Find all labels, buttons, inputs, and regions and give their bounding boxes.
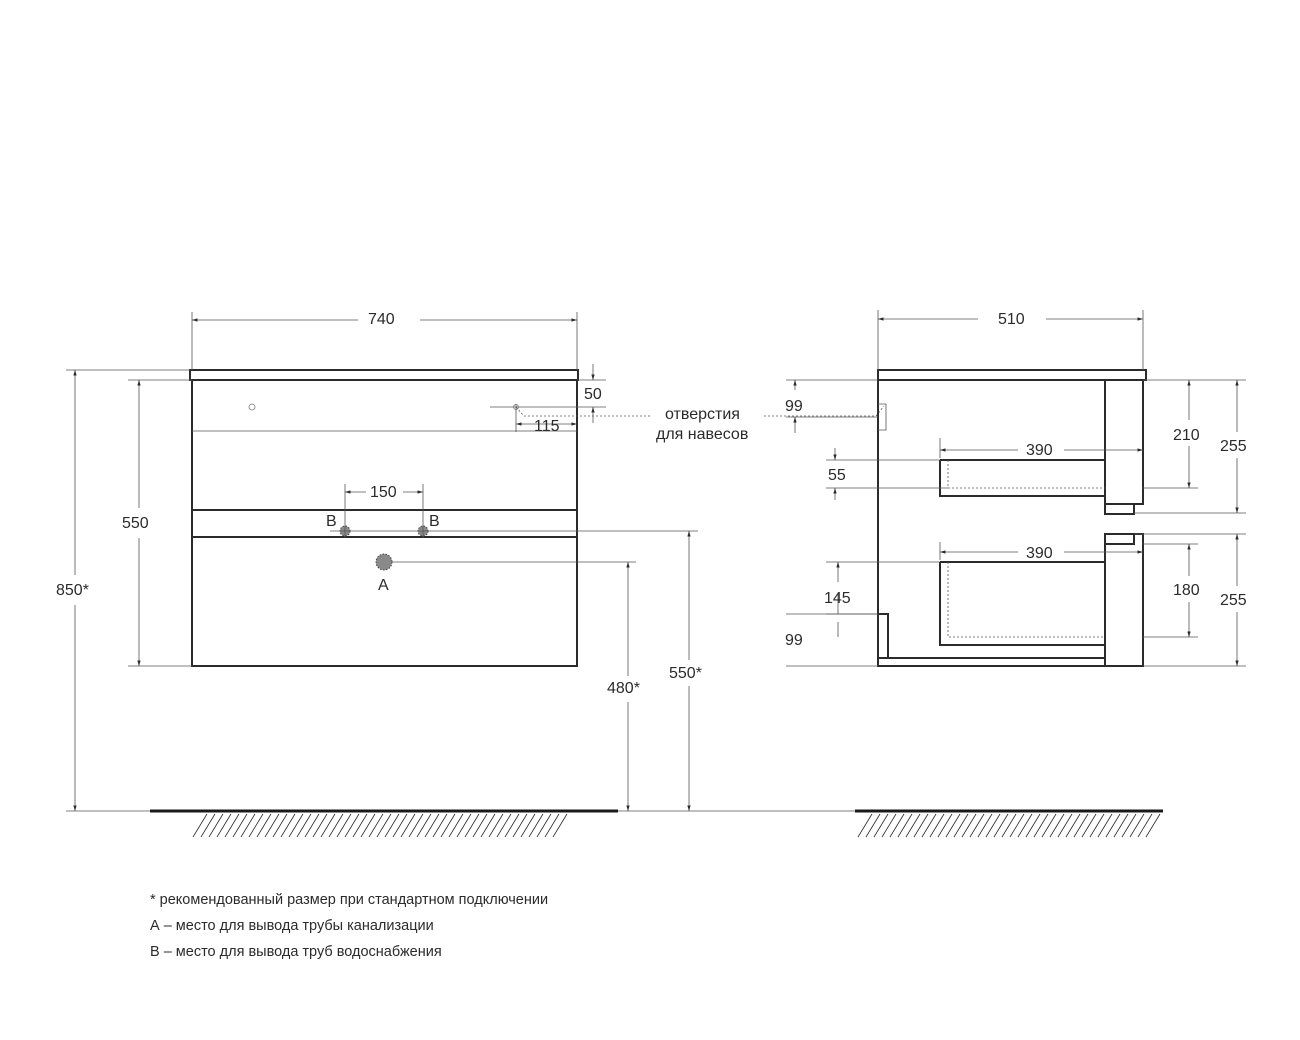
front-view bbox=[56, 311, 702, 811]
hatch-stroke bbox=[882, 814, 896, 837]
hatch-stroke bbox=[217, 814, 231, 837]
drawer2-offset-dimension: 145 bbox=[824, 590, 851, 607]
hatch-stroke bbox=[986, 814, 1000, 837]
drawer2-total-dimension: 255 bbox=[1220, 592, 1247, 609]
hatch-stroke bbox=[441, 814, 455, 837]
water-height-dimension: 550* bbox=[669, 665, 702, 682]
hatch-stroke bbox=[1026, 814, 1040, 837]
hatch-stroke bbox=[513, 814, 527, 837]
top-hole-dimension: 99 bbox=[785, 398, 803, 415]
hatch-stroke bbox=[393, 814, 407, 837]
water-spacing-dimension: 150 bbox=[370, 484, 397, 501]
hatch-stroke bbox=[377, 814, 391, 837]
hatch-stroke bbox=[225, 814, 239, 837]
hatch-stroke bbox=[481, 814, 495, 837]
hatch-stroke bbox=[553, 814, 567, 837]
hatch-stroke bbox=[874, 814, 888, 837]
hatch-stroke bbox=[321, 814, 335, 837]
hatch-stroke bbox=[329, 814, 343, 837]
drawer1-total-dimension: 255 bbox=[1220, 438, 1247, 455]
total-height-dimension: 850* bbox=[56, 582, 89, 599]
hatch-stroke bbox=[193, 814, 207, 837]
hatch-stroke bbox=[1050, 814, 1064, 837]
hatch-stroke bbox=[962, 814, 976, 837]
hatch-stroke bbox=[257, 814, 271, 837]
drain-point bbox=[376, 554, 392, 570]
hatch-stroke bbox=[537, 814, 551, 837]
hatch-stroke bbox=[858, 814, 872, 837]
hatch-stroke bbox=[1018, 814, 1032, 837]
width-dimension: 740 bbox=[368, 311, 395, 328]
hatch-stroke bbox=[233, 814, 247, 837]
floor bbox=[66, 811, 1163, 837]
hatch-stroke bbox=[353, 814, 367, 837]
hatch-stroke bbox=[1090, 814, 1104, 837]
note-recommended: * рекомендованный размер при стандартном подключении bbox=[150, 892, 549, 908]
hatch-stroke bbox=[1146, 814, 1160, 837]
hatch-stroke bbox=[273, 814, 287, 837]
hatch-stroke bbox=[890, 814, 904, 837]
drawer1-front-dimension: 210 bbox=[1173, 427, 1200, 444]
hatch-stroke bbox=[914, 814, 928, 837]
floor-hatch-front bbox=[193, 814, 567, 837]
hatch-stroke bbox=[489, 814, 503, 837]
hatch-stroke bbox=[970, 814, 984, 837]
side-countertop bbox=[878, 370, 1146, 380]
drain-height-dimension: 480* bbox=[607, 680, 640, 697]
hatch-stroke bbox=[1058, 814, 1072, 837]
depth-dimension: 510 bbox=[998, 311, 1025, 328]
hatch-stroke bbox=[201, 814, 215, 837]
drawer1-depth-dimension: 390 bbox=[1026, 442, 1053, 459]
hatch-stroke bbox=[473, 814, 487, 837]
hatch-stroke bbox=[1010, 814, 1024, 837]
hatch-stroke bbox=[898, 814, 912, 837]
hatch-stroke bbox=[1098, 814, 1112, 837]
side-view bbox=[785, 310, 1247, 666]
hatch-stroke bbox=[249, 814, 263, 837]
hatch-stroke bbox=[313, 814, 327, 837]
hatch-stroke bbox=[345, 814, 359, 837]
hatch-stroke bbox=[1114, 814, 1128, 837]
hatch-stroke bbox=[457, 814, 471, 837]
hanging-holes-line2: для навесов bbox=[656, 426, 749, 443]
hatch-stroke bbox=[465, 814, 479, 837]
hatch-stroke bbox=[906, 814, 920, 837]
hatch-stroke bbox=[1082, 814, 1096, 837]
top-offset-dimension: 50 bbox=[584, 386, 602, 403]
body-height-dimension: 550 bbox=[122, 515, 149, 532]
hatch-stroke bbox=[1074, 814, 1088, 837]
hatch-stroke bbox=[1002, 814, 1016, 837]
bottom-dimension: 99 bbox=[785, 632, 803, 649]
hatch-stroke bbox=[545, 814, 559, 837]
hatch-stroke bbox=[1106, 814, 1120, 837]
hatch-stroke bbox=[497, 814, 511, 837]
floor-hatch-side bbox=[858, 814, 1160, 837]
hole-offset-dimension: 115 bbox=[534, 418, 560, 435]
hatch-stroke bbox=[938, 814, 952, 837]
hatch-stroke bbox=[1042, 814, 1056, 837]
hatch-stroke bbox=[369, 814, 383, 837]
hatch-stroke bbox=[1066, 814, 1080, 837]
hatch-stroke bbox=[505, 814, 519, 837]
hatch-stroke bbox=[361, 814, 375, 837]
drawer1-offset-dimension: 55 bbox=[828, 467, 846, 484]
hatch-stroke bbox=[521, 814, 535, 837]
drawer2-front-dimension: 180 bbox=[1173, 582, 1200, 599]
hatch-stroke bbox=[409, 814, 423, 837]
front-countertop bbox=[190, 370, 578, 380]
hanging-holes-line1: отверстия bbox=[665, 406, 740, 423]
hatch-stroke bbox=[417, 814, 431, 837]
hanging-hole-marker bbox=[249, 404, 255, 410]
hatch-stroke bbox=[425, 814, 439, 837]
marker-a: A bbox=[378, 577, 389, 594]
hatch-stroke bbox=[265, 814, 279, 837]
hatch-stroke bbox=[922, 814, 936, 837]
hatch-stroke bbox=[385, 814, 399, 837]
hatch-stroke bbox=[241, 814, 255, 837]
note-point-b: В – место для вывода труб водоснабжения bbox=[150, 944, 442, 960]
hatch-stroke bbox=[1138, 814, 1152, 837]
hatch-stroke bbox=[289, 814, 303, 837]
hanging-holes-label bbox=[516, 406, 884, 443]
marker-b-right: B bbox=[429, 513, 440, 530]
hatch-stroke bbox=[978, 814, 992, 837]
notes bbox=[150, 892, 548, 960]
hatch-stroke bbox=[1130, 814, 1144, 837]
side-upper-front bbox=[1105, 380, 1143, 504]
hatch-stroke bbox=[954, 814, 968, 837]
side-lower-front bbox=[1105, 534, 1143, 666]
hatch-stroke bbox=[281, 814, 295, 837]
hatch-stroke bbox=[433, 814, 447, 837]
side-upper-drawer-box bbox=[940, 460, 1105, 496]
hatch-stroke bbox=[449, 814, 463, 837]
hatch-stroke bbox=[866, 814, 880, 837]
hatch-stroke bbox=[1034, 814, 1048, 837]
hatch-stroke bbox=[337, 814, 351, 837]
hatch-stroke bbox=[930, 814, 944, 837]
hatch-stroke bbox=[297, 814, 311, 837]
side-cabinet-body bbox=[878, 380, 1105, 666]
hatch-stroke bbox=[401, 814, 415, 837]
hatch-stroke bbox=[946, 814, 960, 837]
marker-b-left: B bbox=[326, 513, 337, 530]
hatch-stroke bbox=[305, 814, 319, 837]
front-middle-rail bbox=[192, 510, 577, 537]
hatch-stroke bbox=[994, 814, 1008, 837]
hatch-stroke bbox=[209, 814, 223, 837]
hatch-stroke bbox=[529, 814, 543, 837]
note-point-a: А – место для вывода трубы канализации bbox=[150, 918, 434, 934]
hatch-stroke bbox=[1122, 814, 1136, 837]
drawer2-depth-dimension: 390 bbox=[1026, 545, 1053, 562]
side-lower-drawer-box bbox=[940, 562, 1105, 645]
